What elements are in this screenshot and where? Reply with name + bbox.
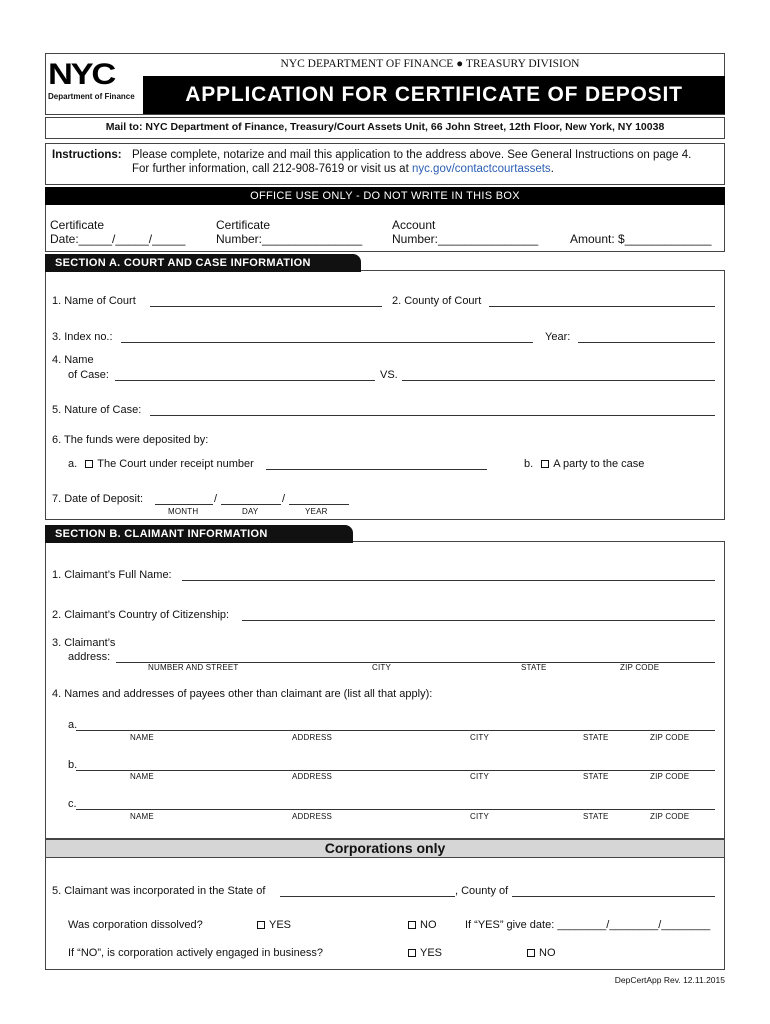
- payee-col-zip: ZIP CODE: [650, 733, 690, 742]
- claimant-address-sub: address:: [68, 651, 111, 663]
- nyc-logo: [48, 60, 136, 108]
- checkbox-court[interactable]: [85, 460, 93, 468]
- agency-name: NYC DEPARTMENT OF FINANCE: [280, 58, 454, 70]
- addr-col-city: CITY: [372, 663, 392, 672]
- option-a-label: The Court under receipt number: [97, 458, 254, 470]
- case-name-label: 4. Name: [52, 354, 94, 366]
- corporations-title: Corporations only: [324, 840, 446, 856]
- county-of-field[interactable]: [512, 896, 715, 897]
- payee-col-address: ADDRESS: [292, 772, 333, 781]
- payee-c-prefix: c.: [68, 798, 77, 810]
- payee-col-zip: ZIP CODE: [650, 772, 690, 781]
- case-of-label: of Case:: [68, 369, 109, 381]
- payee-col-city: CITY: [470, 812, 490, 821]
- receipt-number-field[interactable]: [266, 469, 487, 470]
- date-slash-2: /: [282, 493, 286, 505]
- agency-line: [140, 58, 720, 70]
- payee-col-name: NAME: [130, 812, 154, 821]
- logo-text: NYC: [48, 58, 114, 91]
- deposit-month-field[interactable]: [155, 504, 213, 505]
- option-b-label: A party to the case: [553, 458, 645, 470]
- active-yes-option[interactable]: [408, 947, 442, 959]
- revision-footer: DepCertApp Rev. 12.11.2015: [614, 975, 725, 985]
- logo-subtitle: Department of Finance: [48, 92, 135, 101]
- incorporated-state-label: 5. Claimant was incorporated in the State of: [52, 885, 266, 897]
- citizenship-field[interactable]: [242, 620, 715, 621]
- nature-case-label: 5. Nature of Case:: [52, 404, 142, 416]
- mail-to: Mail to: NYC Department of Finance, Treasury/Court Assets Unit, 66 John Street, 12th Floor, New York, NY 10038: [105, 121, 665, 133]
- deposited-by-party-option[interactable]: [524, 458, 644, 470]
- payee-col-city: CITY: [470, 733, 490, 742]
- section-a-box: [45, 270, 725, 520]
- addr-col-street: NUMBER AND STREET: [148, 663, 239, 672]
- active-yes-label: YES: [420, 947, 443, 959]
- addr-col-zip: ZIP CODE: [620, 663, 660, 672]
- addr-col-state: STATE: [521, 663, 547, 672]
- dissolved-yes-option[interactable]: [257, 919, 291, 931]
- payees-label: 4. Names and addresses of payees other than claimant are (list all that apply):: [52, 688, 433, 700]
- checkbox-active-yes[interactable]: [408, 949, 416, 957]
- court-name-label: 1. Name of Court: [52, 295, 136, 307]
- index-no-label: 3. Index no.:: [52, 331, 113, 343]
- instructions-line-2-suffix: .: [550, 163, 554, 175]
- deposit-year-field[interactable]: [289, 504, 349, 505]
- dissolved-no-label: NO: [420, 919, 437, 931]
- county-of-label: , County of: [455, 885, 509, 897]
- deposit-day-field[interactable]: [221, 504, 281, 505]
- office-use-banner: [45, 187, 725, 205]
- instructions-line-2: [132, 163, 554, 175]
- county-court-field[interactable]: [489, 306, 715, 307]
- month-caption: MONTH: [168, 507, 199, 516]
- cert-date-field[interactable]: Date:_____/_____/_____: [50, 232, 186, 246]
- index-no-field[interactable]: [121, 342, 533, 343]
- agency-division: TREASURY DIVISION: [465, 58, 580, 70]
- deposited-by-label: 6. The funds were deposited by:: [52, 434, 209, 446]
- year-field[interactable]: [578, 342, 715, 343]
- deposited-by-court-option[interactable]: [68, 458, 254, 470]
- checkbox-dissolved-no[interactable]: [408, 921, 416, 929]
- incorporated-state-field[interactable]: [280, 896, 455, 897]
- contact-link[interactable]: nyc.gov/contactcourtassets: [411, 163, 551, 175]
- claimant-name-field[interactable]: [182, 580, 715, 581]
- claimant-name-label: 1. Claimant’s Full Name:: [52, 569, 172, 581]
- day-caption: DAY: [242, 507, 259, 516]
- payee-col-state: STATE: [583, 733, 609, 742]
- account-number-field[interactable]: Number:_______________: [392, 232, 539, 246]
- instructions-line-1: Please complete, notarize and mail this application to the address above. See General Instructions on page 4.: [132, 149, 692, 161]
- account-label: Account: [392, 218, 436, 232]
- bullet-icon: ●: [456, 58, 464, 70]
- county-court-label: 2. County of Court: [392, 295, 482, 307]
- nature-case-field[interactable]: [150, 415, 715, 416]
- checkbox-active-no[interactable]: [527, 949, 535, 957]
- dissolved-yes-label: YES: [269, 919, 292, 931]
- dissolved-date-field[interactable]: If “YES” give date: ________/________/________: [465, 919, 711, 931]
- section-b-title: SECTION B. CLAIMANT INFORMATION: [45, 525, 353, 543]
- payee-b-field[interactable]: [76, 770, 715, 771]
- payee-col-name: NAME: [130, 772, 154, 781]
- payee-a-prefix: a.: [68, 719, 78, 731]
- payee-c-field[interactable]: [76, 809, 715, 810]
- payee-col-address: ADDRESS: [292, 733, 333, 742]
- court-name-field[interactable]: [150, 306, 382, 307]
- year-label: Year:: [545, 331, 571, 343]
- corporations-header: [45, 839, 725, 858]
- checkbox-dissolved-yes[interactable]: [257, 921, 265, 929]
- vs-label: VS.: [380, 369, 398, 381]
- office-use-text: OFFICE USE ONLY - DO NOT WRITE IN THIS BOX: [250, 190, 520, 202]
- payee-col-state: STATE: [583, 772, 609, 781]
- instructions-line-2-text: For further information, call 212-908-7619 or visit us at: [132, 163, 412, 175]
- checkbox-party[interactable]: [541, 460, 549, 468]
- cert-number-field[interactable]: Number:_______________: [216, 232, 363, 246]
- payee-col-address: ADDRESS: [292, 812, 333, 821]
- payee-col-zip: ZIP CODE: [650, 812, 690, 821]
- case-party-2-field[interactable]: [402, 380, 715, 381]
- year-caption: YEAR: [305, 507, 328, 516]
- payee-col-city: CITY: [470, 772, 490, 781]
- case-party-1-field[interactable]: [115, 380, 375, 381]
- payee-a-field[interactable]: [76, 730, 715, 731]
- date-slash-1: /: [214, 493, 218, 505]
- payee-col-state: STATE: [583, 812, 609, 821]
- option-b-prefix: b.: [524, 458, 534, 470]
- dissolved-no-option[interactable]: [408, 919, 437, 931]
- payee-col-name: NAME: [130, 733, 154, 742]
- claimant-address-label: 3. Claimant’s: [52, 637, 116, 649]
- active-no-label: NO: [539, 947, 556, 959]
- citizenship-label: 2. Claimant’s Country of Citizenship:: [52, 609, 230, 621]
- dissolved-label: Was corporation dissolved?: [68, 919, 203, 931]
- payee-b-prefix: b.: [68, 759, 78, 771]
- instructions-label: Instructions:: [52, 149, 122, 161]
- cert-date-label: Certificate: [50, 218, 105, 232]
- form-title-text: APPLICATION FOR CERTIFICATE OF DEPOSIT: [185, 83, 683, 106]
- active-business-label: If “NO”, is corporation actively engaged in business?: [68, 947, 323, 959]
- active-no-option[interactable]: [527, 947, 556, 959]
- option-a-prefix: a.: [68, 458, 78, 470]
- deposit-date-label: 7. Date of Deposit:: [52, 493, 144, 505]
- amount-field[interactable]: Amount: $_____________: [570, 232, 712, 246]
- cert-number-label: Certificate: [216, 218, 271, 232]
- form-title: [143, 76, 725, 114]
- section-a-title: SECTION A. COURT AND CASE INFORMATION: [45, 254, 361, 272]
